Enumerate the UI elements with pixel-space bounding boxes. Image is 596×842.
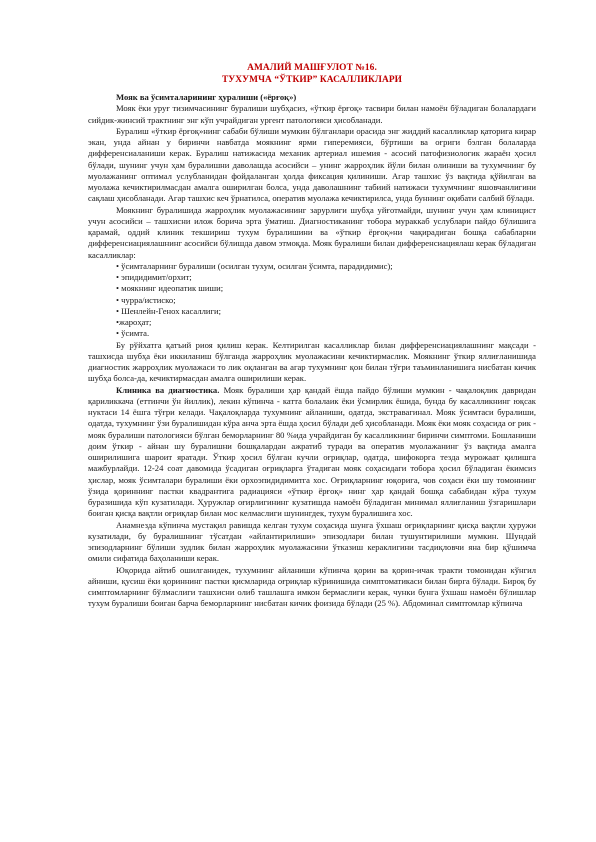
list-item: • эпидидимит/орхит; [116,272,192,282]
paragraph-1: Мояк ёки уруғ тизимчасининг буралиши шубҳасиз, «ўткир ёрғоқ» тасвири билан намоён бўладиган болалардаги сийдик-жинсий трактнинг энг кўп учрайдиган ургент патологияси ҳисобланади. [88,103,536,125]
clinic-heading: Клиника ва диагностика. [116,384,220,395]
differential-list [88,261,536,340]
list-item: • ўсимта. [116,328,150,339]
document-title-line2: ТУХУМЧА “ЎТКИР” КАСАЛЛИКЛАРИ [221,75,403,85]
list-item: •жароҳат; [116,317,152,327]
section-heading: Мояк ва ўсимталарининг ҳуралиши («ёрғоқ») [116,92,297,102]
list-item: • чурра/истиско; [116,294,176,305]
paragraph-6: Анамнезда кўпинча мустақил равишда келган тухум соҳасида шунга ўхшаш оғриқларнинг қисқа вақтли ҳуружи кузатилади, бу буралишнинг тўсатдан «айлантирилиши» эпизодлари билан тушунтирилиши мумкин. Шундай эпизодларнинг бўлиши зудлик билан жарроҳлик муолажасини ўтказиш кераклигини тасдиқловчи яна бир қўшимча омили сифатида баҳоланиши керак. [88,519,536,564]
paragraph-2: Буралиш «ўткир ёрғоқ»нинг сабаби бўлиши мумкин бўлганлари орасида энг жиддий касалликлар қаторига кирар экан, унда айнан у биринчи навбатда моякнинг ярми гиперемияси, бўртиши ва оғриги бэлган болаларда дифференсиаланиши керак. Буралиш натижасида механик артериал ишемия - асосий патофизиологик жараён ҳосил бўлади, шунинг учун ҳам буралишни даволашда асосийси – унинг жарроҳлик йўли билан олиниши ва тухумчнинг бу муолажанинг оптимал услубланидан фойдаланган ҳолда фиксация қилиниши. Агар ташхис ўз вақтида қўйилган ва муолажа кечиктирилмасдан амалга оширилган болса, унда даволашнинг табиий натижаси тухумчнинг яшовчанлигини сақлаш ҳисобланади. Агар ташхис кеч ўрнатилса, оператив муолажа кечиктирилса, унда буннинг оқибати салбий бўлади. [88,125,536,204]
list-item: • моякнинг идеопатик шиши; [116,283,224,294]
list-item: • ўсимталарнинг буралиши (осилган тухум, осилган ўсимта, парадидимис); [116,260,393,271]
clinic-text: Мояк буралиши ҳар қандай ёшда пайдо бўлиши мумкин - чақалоқлик давридан қариликкача (еттинчи ўн йиллик), лекин кўпинча - катта болалаик ёки ўсмирлик ёшида, бунда бу касалликнинг юқсак нуктаси 14 ёшга тўғри келади. Чақалоқларда тухумнинг айланиши, одатда, экстравагинал. Мояк ўсимтаси буралиши, одатда, тухумнинг ўзи буралишидан кўра анча эрта ёшда ҳосил бўлади деб ҳисобланади. Мояк ёки мояк соҳасида оғ рик - мояк буралиши патологияси бўлган беморларнинг 80 %ида учрайдиган бу касалликнинг биринчи симптоми. Бошланиши доим ўткир - айнан шу буралишни бошқалардан ажратиб туради ва оператив муолажанинг ўз вақтида амалга оширилишига шароит яратади. Ўткир ҳосил бўлган кучли оғриқлар, одатда, шифокорга тезда мурожаат қилишга мажбурлайди. 12-24 соат давомида ўсадиган оғриқларга ўтадиган мояк соҳасидаги тобора ҳосил бўладиган ёкимсиз ҳислар, мояк ўсимталари буралиши ёки орхоэпидидимитга хос. Оғриқларнинг юқорига, чов соҳаси ёки шу томоннинг ўзида қориннинг пастки квадрантига радиацияси «ўткир ёрғоқ» нинг ҳар қандай бошқа сабабидан кўра тухум буразишида кўп кузатилади. Ҳуружлар оғирлигининг кузатишда намоён бўладиган минимал яллиғланиш ўзгаришлари боиган қисқа вақтли оғриқлар билан мос келмаслиги шунингдек, тухум буралишига хос. [88,384,536,519]
document-title-line1: АМАЛИЙ МАШҒУЛОТ №16. [247,63,377,73]
list-item: • Шенлейн-Генох касаллиги; [116,305,222,316]
paragraph-7: Юқорида айтиб ошилганидек, тухумнинг айланиши кўпинча қорин ва қорин-ичак тракти томонидан кўнгил айниши, қусиш ёки қориннинг пастки қисмларида оғриқлар кўринишида симптоматикаси билан бирга бўлади. Бироқ бу симптомларнинг бўлмаслиги ташхисни олиб ташлашга имкон бермаслиги керак, чунки бунга ўхшаш намоён бўлишлар тухум буралиши боиган барча беморларнинг нисбатан кичик фоизида бўлади (25 %). Абдоминал симптомлар кўпинча [88,564,536,609]
paragraph-4: Бу рўйхатга қатъий риоя қилиш керак. Келтирилган касалликлар билан дифференсиациялашнинг мақсади - ташхисда шубҳа ёки иккиланиш бўлганда жарроҳлик муолажасини кечиктирмаслик. Моякнинг ўткир яллиғланишида диагностик жарроҳлик муолажаси то лик оқланган ва агар тухумнинг қон билан тўғри таъминланишига нисбатан кичик шубҳа болса-да, кечиктирмасдан амалга оширилиши керак. [88,339,536,384]
paragraph-3: Моякнинг буралишида жарроҳлик муолажасининг зарурлиги шубҳа уйғотмайди, шунинг учун ҳам клиницист учун асосийси – ташхисни илож борича эрта ўматиш. Диагностиканинг тобора мураккаб услублари пайдо бўлишига қарамай, оддий клиник текшириш тухум буралишини ва «ўткир ёрғоқ»ни чақирадиган бошқа сабабларни дифференсиациялашнинг асосийси бўлишда давом этмоқда. Мояк буралиши билан дифференсиациялаш керак бўладиган касалликлар: [88,204,536,260]
clinic-paragraph [88,385,536,520]
document-body [88,62,536,610]
